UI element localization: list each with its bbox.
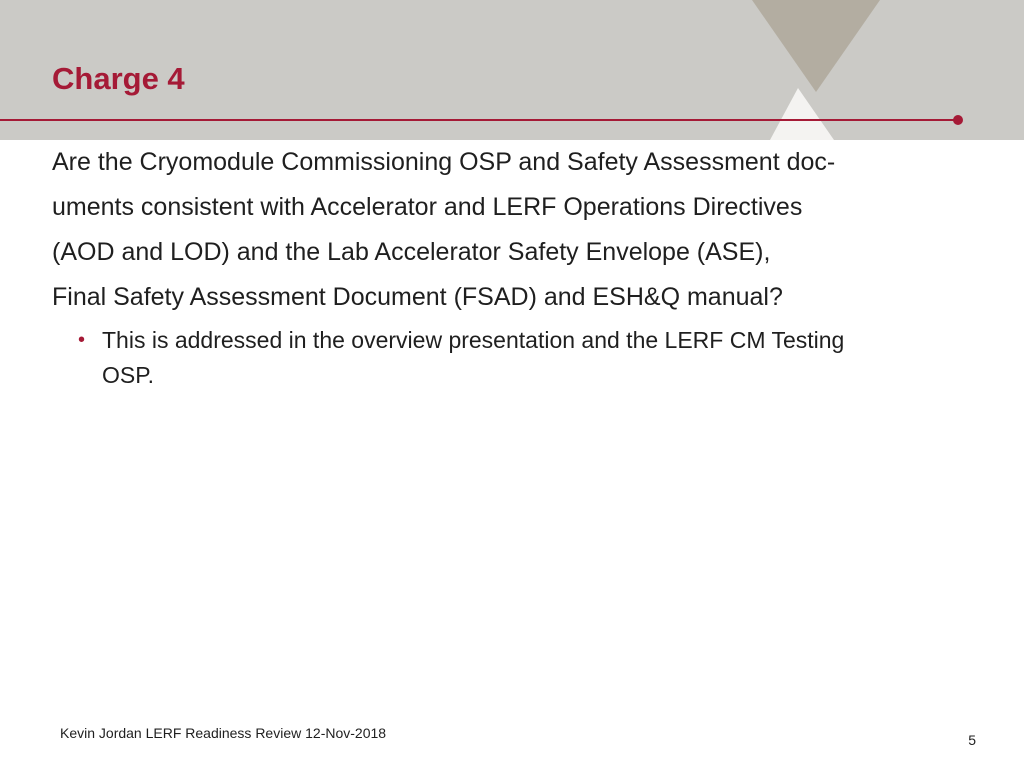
body-line: Final Safety Assessment Document (FSAD) and ESH&Q manual?	[52, 283, 783, 311]
body-line: (AOD and LOD) and the Lab Accelerator Safety Envelope (ASE),	[52, 238, 771, 266]
body-line: uments consistent with Accelerator and LERF Operations Directives	[52, 193, 803, 221]
body-line: Are the Cryomodule Commissioning OSP and Safety Assessment doc-	[52, 148, 836, 176]
page-number: 5	[968, 732, 976, 748]
header-triangle-dark	[752, 0, 880, 92]
footer-text: Kevin Jordan LERF Readiness Review 12-Nov-2018	[60, 725, 387, 741]
bullet-text-line: This is addressed in the overview presentation and the LERF CM Testing	[102, 327, 845, 353]
slide-title: Charge 4	[52, 61, 185, 96]
title-rule	[0, 119, 958, 121]
bullet-item	[78, 323, 957, 393]
header-triangle-light	[770, 88, 834, 140]
bullet-marker: •	[78, 329, 86, 351]
slide-body	[52, 140, 957, 393]
title-rule-dot	[953, 115, 963, 125]
bullet-text-line: OSP.	[102, 362, 154, 388]
